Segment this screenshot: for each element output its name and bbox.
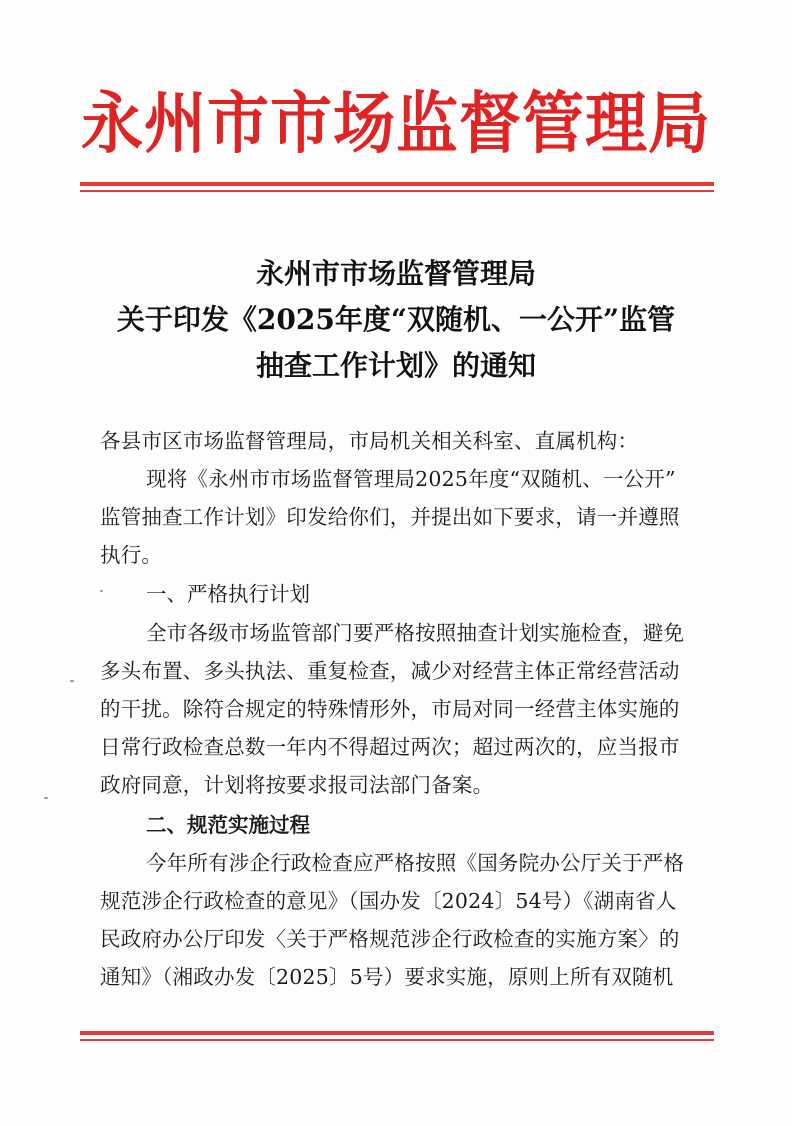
- section1-line-5: 政府同意，计划将按要求报司法部门备案。: [100, 773, 494, 797]
- doc-title-line-2: 关于印发《2025年度“双随机、一公开”监管: [116, 303, 676, 336]
- section1-line-1: 全市各级市场监管部门要严格按照抽查计划实施检查，避免: [146, 621, 685, 645]
- section2-line-4: 通知》（湘政办发〔2025〕5号）要求实施，原则上所有双随机: [100, 965, 674, 989]
- scan-speck: [100, 590, 103, 592]
- doc-title-line-3: 抽查工作计划》的通知: [255, 349, 536, 382]
- doc-title-line-1: 永州市市场监督管理局: [255, 257, 536, 290]
- scan-speck: [44, 797, 48, 799]
- intro-line-1: 现将《永州市市场监督管理局2025年度“双随机、一公开”: [146, 467, 676, 491]
- masthead-rule-thick: [80, 182, 714, 186]
- intro-line-2: 监管抽查工作计划》印发给你们，并提出如下要求，请一并遵照: [100, 505, 680, 529]
- section2-line-1: 今年所有涉企行政检查应严格按照《国务院办公厅关于严格: [146, 851, 685, 875]
- footer-rule-thin: [80, 1039, 714, 1041]
- section2-line-2: 规范涉企行政检查的意见》（国办发〔2024〕54号）《湖南省人: [100, 889, 677, 913]
- section2-line-3: 民政府办公厅印发〈关于严格规范涉企行政检查的实施方案〉的: [100, 927, 680, 951]
- masthead-title: 永州市市场监督管理局: [80, 84, 711, 163]
- addressee: 各县市区市场监督管理局，市局机关相关科室、直属机构：: [100, 429, 639, 453]
- section1-line-4: 日常行政检查总数一年内不得超过两次；超过两次的，应当报市: [100, 735, 680, 759]
- section1-line-2: 多头布置、多头执法、重复检查，减少对经营主体正常经营活动: [100, 659, 680, 683]
- section1-heading: 一、严格执行计划: [146, 582, 310, 606]
- section1-line-3: 的干扰。除符合规定的特殊情形外，市局对同一经营主体实施的: [100, 697, 680, 721]
- masthead-rule-thin: [80, 190, 714, 192]
- footer-rule-thick: [80, 1031, 714, 1035]
- scan-speck: [70, 680, 74, 682]
- intro-line-3: 执行。: [100, 543, 163, 567]
- section2-heading: 二、规范实施过程: [146, 813, 310, 837]
